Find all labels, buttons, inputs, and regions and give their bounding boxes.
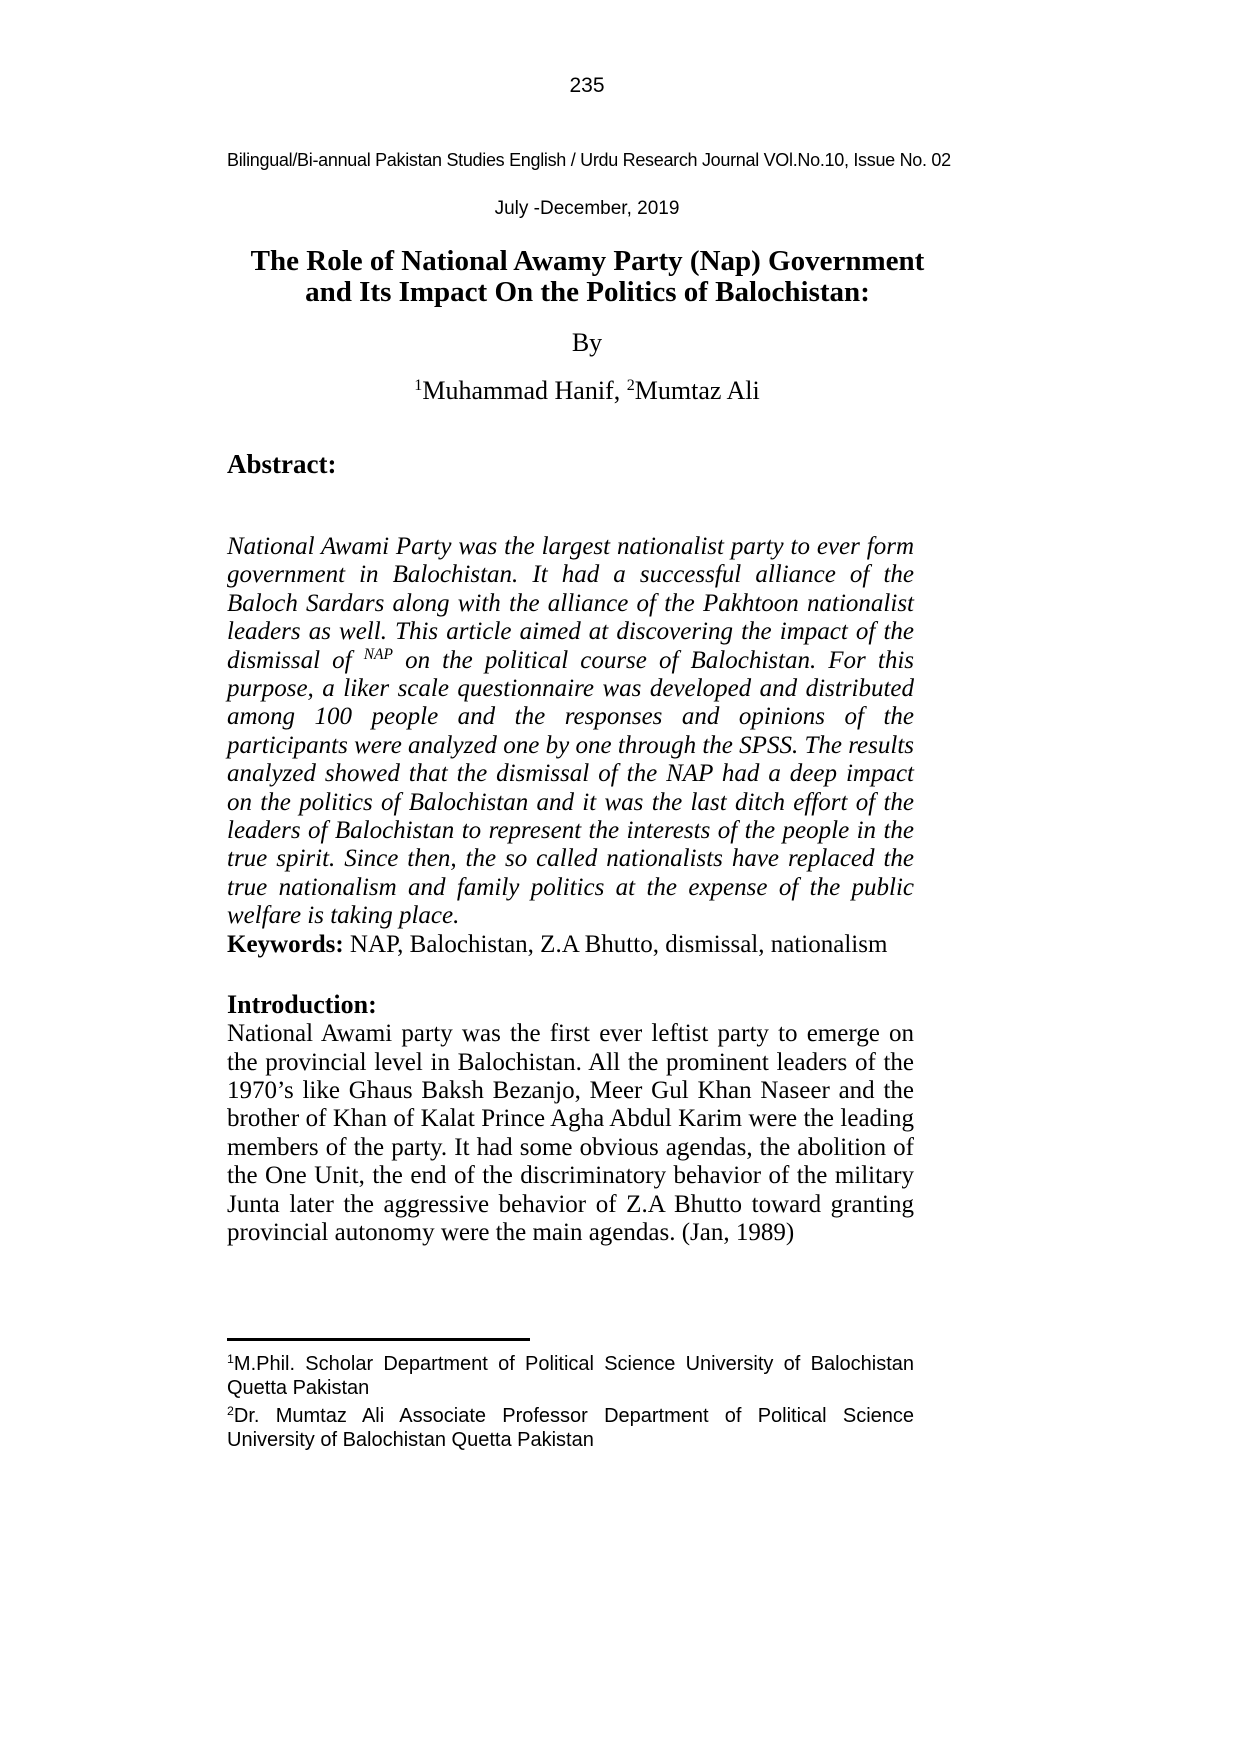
author-1-footnote-mark: 1	[414, 377, 423, 395]
page-number: 235	[569, 74, 605, 97]
keywords-line	[227, 931, 914, 959]
article-title-line-1: The Role of National Awamy Party (Nap) Government	[250, 245, 925, 277]
footnote-2	[227, 1404, 914, 1452]
abstract-text-before-sup: National Awami Party was the largest nationalist party to ever form government in Balochistan. It had a successful alliance of the Baloch Sardars along with the alliance of the Pakhtoon nationalist leaders as well. This article aimed at discovering the impact of the dismissal of	[227, 533, 914, 674]
footnote-1-text: M.Phil. Scholar Department of Political Science University of Balochistan Quetta Pakistan	[227, 1353, 914, 1399]
article-title-line-2: and Its Impact On the Politics of Balochistan:	[305, 276, 870, 308]
footnote-2-text: Dr. Mumtaz Ali Associate Professor Department of Political Science University of Balochistan Quetta Pakistan	[227, 1405, 914, 1451]
footnote-1-mark: 1	[227, 1352, 234, 1367]
footnote-separator-rule	[227, 1338, 530, 1341]
introduction-heading: Introduction:	[227, 990, 377, 1020]
introduction-paragraph: National Awami party was the first ever leftist party to emerge on the provincial level in Balochistan. All the prominent leaders of the 1970’s like Ghaus Baksh Bezanjo, Meer Gul Khan Naseer and the brother of Khan of Kalat Prince Agha Abdul Karim were the leading members of the party. It had some obvious agendas, the abolition of the One Unit, the end of the discriminatory behavior of the military Junta later the aggressive behavior of Z.A Bhutto toward granting provincial autonomy were the main agendas. (Jan, 1989)	[227, 1020, 914, 1246]
footnotes	[227, 1352, 914, 1456]
authors-separator: ,	[613, 376, 627, 405]
abstract-heading: Abstract:	[227, 449, 337, 479]
keywords-list: NAP, Balochistan, Z.A Bhutto, dismissal, nationalism	[343, 930, 888, 958]
footnote-2-mark: 2	[227, 1404, 234, 1419]
abstract-paragraph	[227, 533, 914, 931]
byline: By	[571, 328, 603, 357]
issue-date: July -December, 2019	[494, 198, 680, 219]
author-2-footnote-mark: 2	[626, 377, 635, 395]
journal-header: Bilingual/Bi-annual Pakistan Studies English / Urdu Research Journal VOl.No.10, Issue No. 02	[227, 150, 951, 170]
footnote-1	[227, 1352, 914, 1400]
authors-line	[227, 376, 947, 406]
article-title	[244, 246, 931, 308]
author-2-name: Mumtaz Ali	[634, 376, 760, 405]
abstract-nap-superscript: NAP	[363, 646, 393, 664]
article-body	[227, 449, 914, 1247]
author-1-name: Muhammad Hanif	[422, 376, 614, 405]
keywords-label: Keywords:	[227, 930, 344, 958]
abstract-text-after-sup: on the political course of Balochistan. For this purpose, a liker scale questionnaire was developed and distributed among 100 people and the responses and opinions of the participants were analyzed one by one through the SPSS. The results analyzed showed that the dismissal of the NAP had a deep impact on the politics of Balochistan and it was the last ditch effort of the leaders of Balochistan to represent the interests of the people in the true spirit. Since then, the so called nationalists have replaced the true nationalism and family politics at the expense of the public welfare is taking place.	[227, 646, 914, 930]
